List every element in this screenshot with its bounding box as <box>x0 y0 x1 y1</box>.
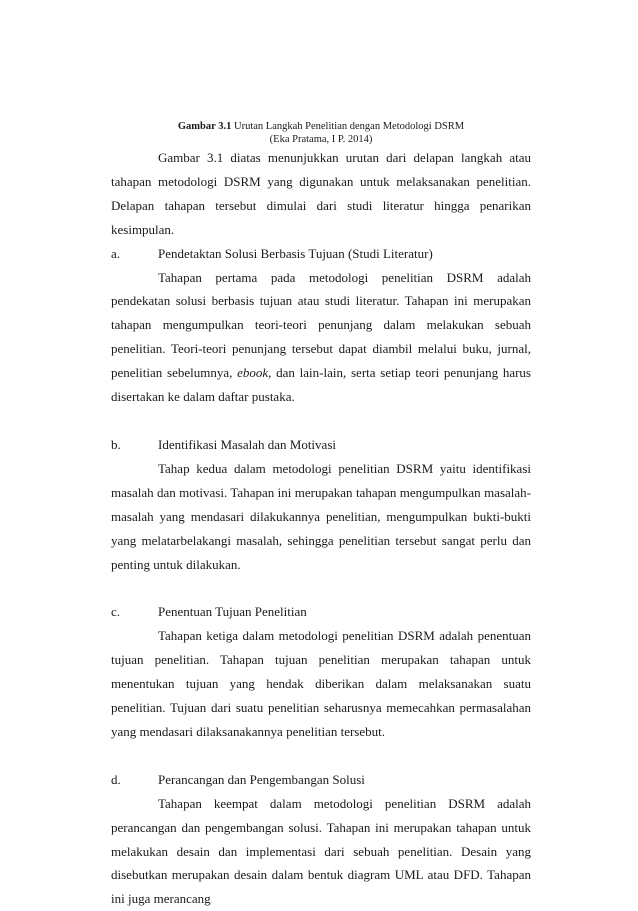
section-body-text: Tahapan pertama pada metodologi penelitian DSRM adalah pendekatan solusi berbasis tujuan atau studi literatur. Tahapan ini merupakan tahapan mengumpulkan teori-teori penunjang dalam melakukan sebuah penelitian. Teori-teori penunjang tersebut dapat diambil melalui buku, jurnal, penelitian sebelumnya, <box>111 269 531 381</box>
section-gap <box>111 409 531 433</box>
document-page <box>111 120 531 911</box>
section-letter: a. <box>111 245 121 261</box>
section-title: Pendetaktan Solusi Berbasis Tujuan (Studi Literatur) <box>158 245 433 261</box>
section-title: Penentuan Tujuan Penelitian <box>158 604 307 620</box>
section-heading-a <box>111 242 531 266</box>
section-gap <box>111 576 531 600</box>
figure-source: (Eka Pratama, I P. 2014) <box>269 134 373 145</box>
section-body-b: Tahap kedua dalam metodologi penelitian DSRM yaitu identifikasi masalah dan motivasi. Tahapan ini merupakan tahapan mengumpulkan masalah- masalah yang mendasari dilakukannya penelitian, mengumpulkan bukti-bukti yang melatarbelakangi masalah, sehingga penelitian tersebut sangat perlu dan penting untuk dilakukan. <box>111 460 531 572</box>
emphasis-text: ebook <box>237 365 269 381</box>
section-title: Perancangan dan Pengembangan Solusi <box>158 771 365 787</box>
figure-caption <box>111 120 531 133</box>
section-heading-c <box>111 600 531 624</box>
section-letter: d. <box>111 771 121 787</box>
section-title: Identifikasi Masalah dan Motivasi <box>158 436 336 452</box>
figure-title: Urutan Langkah Penelitian dengan Metodologi DSRM <box>234 121 465 132</box>
section-body-a <box>111 266 531 409</box>
section-heading-d <box>111 768 531 792</box>
section-heading-b <box>111 433 531 457</box>
figure-label: Gambar 3.1 <box>177 121 232 132</box>
section-letter: c. <box>111 604 121 620</box>
section-body-d: Tahapan keempat dalam metodologi penelitian DSRM adalah perancangan dan pengembangan solusi. Tahapan ini merupakan tahapan untuk melakukan desain dan implementasi dari sebuah penelitian. Desain yang disebutkan merupakan desain dalam bentuk diagram UML atau DFD. Tahapan ini juga merancang <box>111 795 531 907</box>
intro-paragraph: Gambar 3.1 diatas menunjukkan urutan dari delapan langkah atau tahapan metodologi DSRM yang digunakan untuk melaksanakan penelitian. Delapan tahapan tersebut dimulai dari studi literatur hingga penarikan kesimpulan. <box>111 150 531 237</box>
section-body-text: , dan lain-lain, serta setiap teori penunjang harus disertakan ke dalam daftar pustaka. <box>111 365 531 405</box>
section-body-c: Tahapan ketiga dalam metodologi penelitian DSRM adalah penentuan tujuan penelitian. Tahapan tujuan penelitian merupakan tahapan untuk menentukan tujuan yang hendak diberikan dalam melaksanakan suatu penelitian. Tujuan dari suatu penelitian seharusnya memecahkan permasalahan yang mendasari dilaksanakannya penelitian tersebut. <box>111 628 531 739</box>
section-letter: b. <box>111 436 121 452</box>
section-gap <box>111 744 531 768</box>
